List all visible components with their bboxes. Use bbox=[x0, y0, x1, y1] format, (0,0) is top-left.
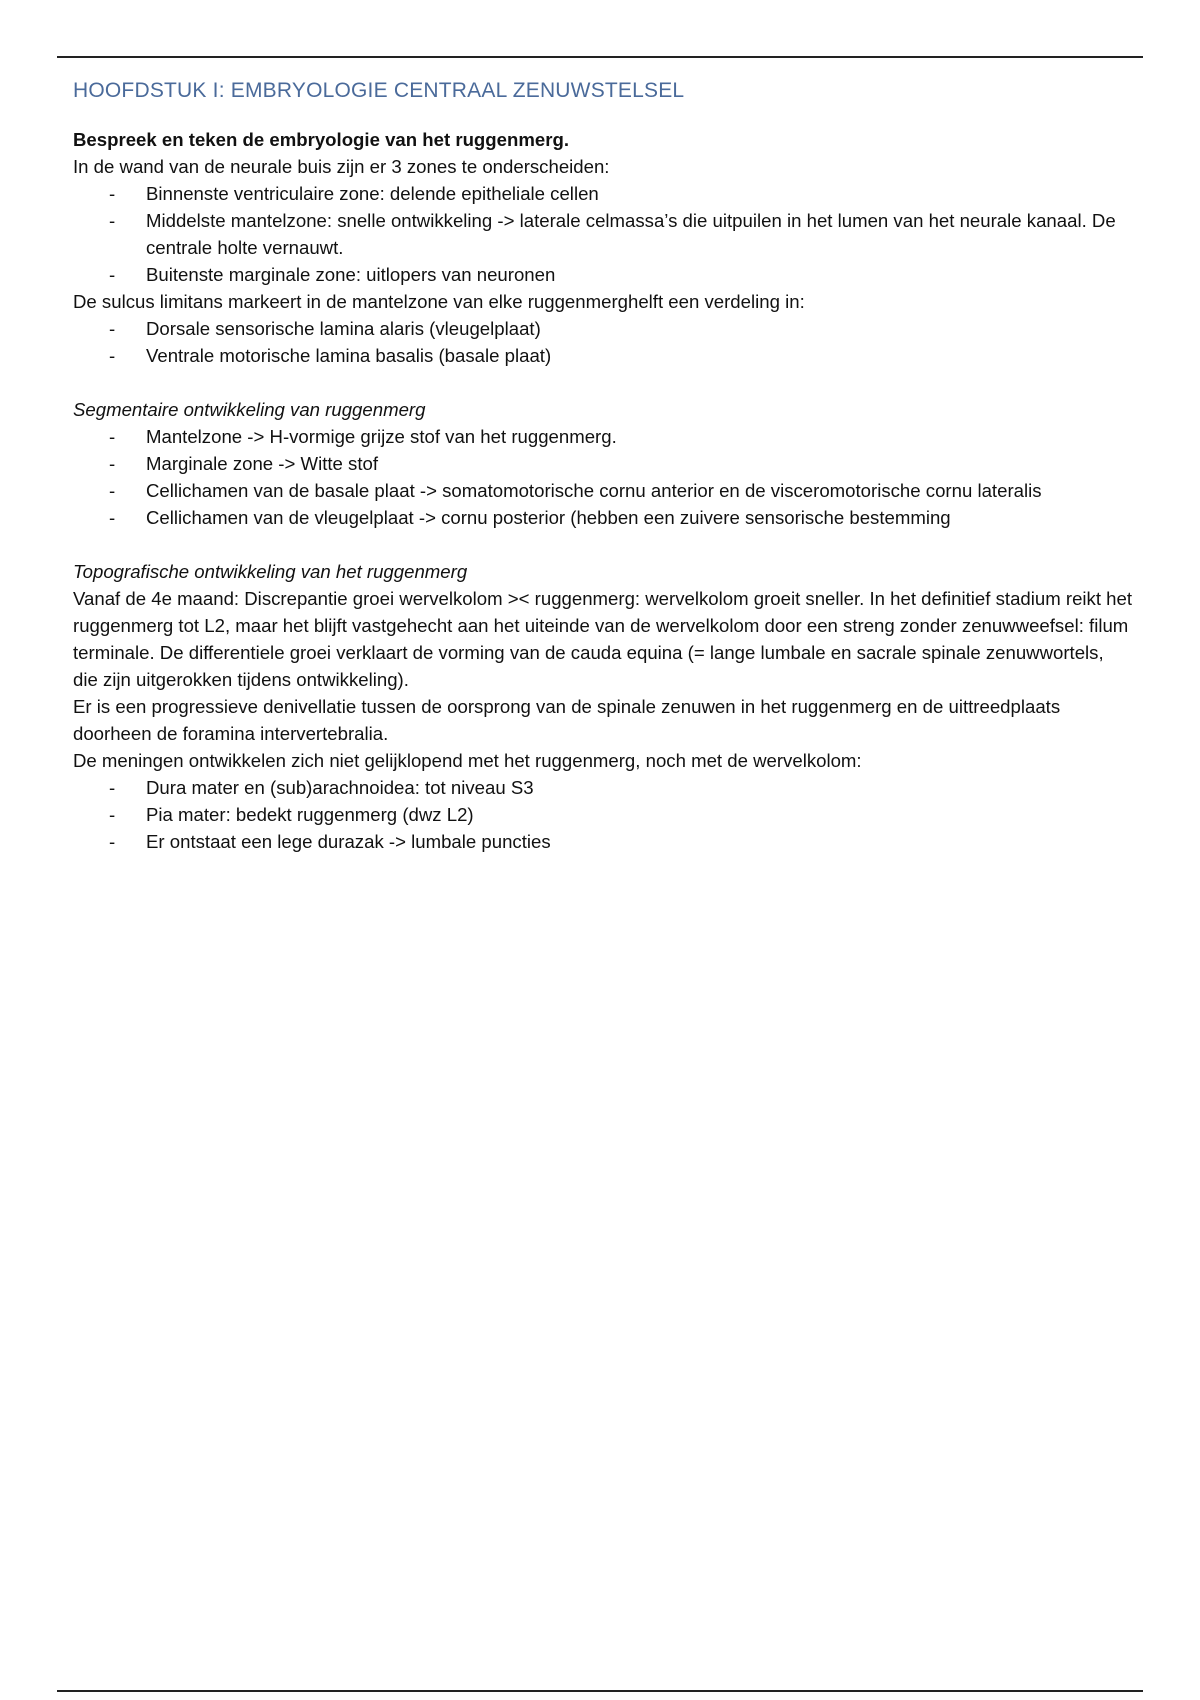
topographic-paragraph: Er is een progressieve denivellatie tussen de oorsprong van de spinale zenuwen in het ruggenmerg en de uittreedplaats doorheen de foramina intervertebralia. bbox=[73, 696, 1061, 744]
list-item-text: Er ontstaat een lege durazak -> lumbale puncties bbox=[146, 831, 551, 852]
bullet-dash: - bbox=[109, 264, 116, 285]
document-body bbox=[73, 76, 1133, 855]
question-heading: Bespreek en teken de embryologie van het ruggenmerg. bbox=[73, 129, 569, 150]
list-item bbox=[73, 504, 1133, 531]
bullet-dash: - bbox=[109, 831, 116, 852]
segmental-heading: Segmentaire ontwikkeling van ruggenmerg bbox=[73, 399, 426, 420]
footer-rule bbox=[57, 1690, 1143, 1692]
bullet-dash: - bbox=[109, 480, 116, 501]
list-item-text: Cellichamen van de basale plaat -> somatomotorische cornu anterior en de visceromotorische cornu lateralis bbox=[146, 480, 1042, 501]
list-item-text: Middelste mantelzone: snelle ontwikkeling -> laterale celmassa’s die uitpuilen in het lumen van het neurale kanaal. De centrale holte vernauwt. bbox=[146, 210, 1116, 258]
list-item bbox=[73, 315, 1133, 342]
list-item-text: Dorsale sensorische lamina alaris (vleugelplaat) bbox=[146, 318, 541, 339]
segmental-list bbox=[73, 423, 1133, 531]
list-item bbox=[73, 207, 1133, 261]
list-item-text: Binnenste ventriculaire zone: delende epitheliale cellen bbox=[146, 183, 599, 204]
bullet-dash: - bbox=[109, 453, 116, 474]
list-item bbox=[73, 261, 1133, 288]
list-item-text: Buitenste marginale zone: uitlopers van neuronen bbox=[146, 264, 556, 285]
list-item bbox=[73, 450, 1133, 477]
bullet-dash: - bbox=[109, 426, 116, 447]
bullet-dash: - bbox=[109, 183, 116, 204]
sulcus-text: De sulcus limitans markeert in de mantelzone van elke ruggenmerghelft een verdeling in: bbox=[73, 291, 805, 312]
list-item-text: Dura mater en (sub)arachnoidea: tot niveau S3 bbox=[146, 777, 534, 798]
topographic-heading: Topografische ontwikkeling van het ruggenmerg bbox=[73, 561, 468, 582]
list-item bbox=[73, 774, 1133, 801]
sulcus-list bbox=[73, 315, 1133, 369]
list-item bbox=[73, 477, 1133, 504]
list-item bbox=[73, 423, 1133, 450]
list-item bbox=[73, 828, 1133, 855]
list-item-text: Marginale zone -> Witte stof bbox=[146, 453, 379, 474]
bullet-dash: - bbox=[109, 804, 116, 825]
list-item bbox=[73, 180, 1133, 207]
intro-text: In de wand van de neurale buis zijn er 3 zones te onderscheiden: bbox=[73, 156, 610, 177]
bullet-dash: - bbox=[109, 210, 116, 231]
chapter-title: HOOFDSTUK I: EMBRYOLOGIE CENTRAAL ZENUWSTELSEL bbox=[73, 79, 685, 102]
bullet-dash: - bbox=[109, 507, 116, 528]
topographic-paragraph: De meningen ontwikkelen zich niet gelijklopend met het ruggenmerg, noch met de wervelkolom: bbox=[73, 750, 862, 771]
header-rule bbox=[57, 56, 1143, 58]
zones-list bbox=[73, 180, 1133, 288]
topographic-paragraph: Vanaf de 4e maand: Discrepantie groei wervelkolom >< ruggenmerg: wervelkolom groeit sneller. In het definitief stadium reikt het ruggenmerg tot L2, maar het blijft vastgehecht aan het uiteinde van de wervelkolom door een streng zonder zenuwweefsel: filum terminale. De differentiele groei verklaart de vorming van de cauda equina (= lange lumbale en sacrale spinale zenuwwortels, die zijn uitgerokken tijdens ontwikkeling). bbox=[73, 588, 1133, 690]
list-item-text: Ventrale motorische lamina basalis (basale plaat) bbox=[146, 345, 552, 366]
list-item bbox=[73, 801, 1133, 828]
meninges-list bbox=[73, 774, 1133, 855]
bullet-dash: - bbox=[109, 345, 116, 366]
list-item-text: Cellichamen van de vleugelplaat -> cornu posterior (hebben een zuivere sensorische bestemming bbox=[146, 507, 951, 528]
list-item-text: Mantelzone -> H-vormige grijze stof van het ruggenmerg. bbox=[146, 426, 617, 447]
bullet-dash: - bbox=[109, 777, 116, 798]
bullet-dash: - bbox=[109, 318, 116, 339]
list-item bbox=[73, 342, 1133, 369]
list-item-text: Pia mater: bedekt ruggenmerg (dwz L2) bbox=[146, 804, 474, 825]
